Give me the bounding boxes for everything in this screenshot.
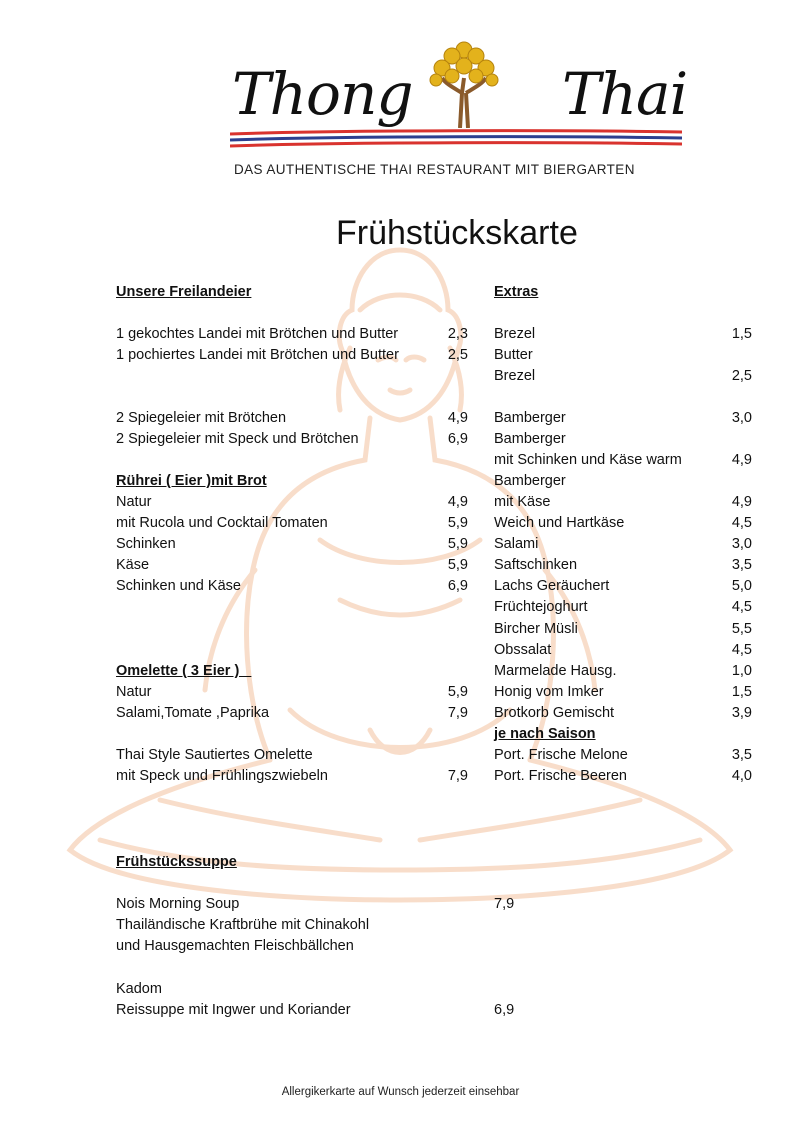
menu-item-desc: Thailändische Kraftbrühe mit Chinakohl	[116, 917, 370, 933]
page-title: Frühstückskarte	[336, 214, 578, 252]
menu-item-name: Natur	[116, 494, 152, 510]
logo-thai: Thai	[562, 60, 688, 128]
menu-item-price: 5,9	[447, 536, 468, 552]
menu-item-name: Bircher Müsli	[494, 621, 578, 637]
scrambled-heading: Rührei ( Eier )mit Brot	[116, 473, 267, 489]
menu-item-price: 3,5	[731, 557, 752, 573]
extras-heading: Extras	[494, 284, 539, 300]
menu-item-name: Saftschinken	[494, 557, 578, 573]
menu-item-price: 1,0	[731, 663, 752, 679]
menu-item-price: 3,0	[731, 536, 752, 552]
menu-item-price: 4,5	[731, 642, 752, 658]
menu-item-name: Nois Morning Soup	[116, 896, 240, 912]
allergy-note: Allergikerkarte auf Wunsch jederzeit einsehbar	[281, 1086, 520, 1098]
menu-item-name: Obssalat	[494, 642, 552, 658]
menu-item-name: mit Rucola und Cocktail Tomaten	[116, 515, 328, 531]
menu-item-name: 2 Spiegeleier mit Speck und Brötchen	[116, 431, 359, 447]
logo-thong: Thong	[232, 60, 413, 128]
menu-item-price: 4,9	[447, 494, 468, 510]
menu-item-price: 3,9	[731, 705, 752, 721]
eggs-heading: Unsere Freilandeier	[116, 284, 252, 300]
menu-item-name: mit Speck und Frühlingszwiebeln	[116, 768, 328, 784]
menu-item-name: Schinken und Käse	[116, 578, 241, 594]
menu-item-price: 7,9	[494, 896, 515, 912]
menu-item-name: Käse	[116, 557, 150, 573]
menu-item-price: 4,5	[731, 599, 752, 615]
menu-item-name: Brezel	[494, 326, 536, 342]
omelette-heading: Omelette ( 3 Eier )	[116, 663, 252, 679]
menu-item-price: 6,9	[494, 1002, 515, 1018]
menu-item-name: Schinken	[116, 536, 176, 552]
menu-item-name: Marmelade Hausg.	[494, 663, 617, 679]
menu-item-name: Brotkorb Gemischt	[494, 705, 615, 721]
menu-item-name: Bamberger	[494, 431, 566, 447]
menu-item-name: Brezel	[494, 368, 536, 384]
menu-item-price: 3,0	[731, 410, 752, 426]
menu-item-name: Thai Style Sautiertes Omelette	[116, 747, 313, 763]
menu-item-price: 4,9	[731, 494, 752, 510]
menu-item-name: Bamberger	[494, 473, 566, 489]
menu-item-name: Früchtejoghurt	[494, 599, 588, 615]
menu-item-desc: Reissuppe mit Ingwer und Koriander	[116, 1002, 351, 1018]
menu-item-price: 5,9	[447, 557, 468, 573]
menu-item-name: mit Schinken und Käse warm	[494, 452, 682, 468]
menu-item-price: 2,5	[447, 347, 468, 363]
menu-item-price: 1,5	[731, 326, 752, 342]
menu-item-name: mit Käse	[494, 494, 551, 510]
menu-item-price: 5,9	[447, 684, 468, 700]
menu-item-name: Natur	[116, 684, 152, 700]
menu-item-name: 1 gekochtes Landei mit Brötchen und Butter	[116, 326, 399, 342]
menu-item-price: 5,5	[731, 621, 752, 637]
menu-item-price: 7,9	[447, 768, 468, 784]
tagline: DAS AUTHENTISCHE THAI RESTAURANT MIT BIERGARTEN	[234, 162, 635, 177]
menu-item-name: Salami,Tomate ,Paprika	[116, 705, 270, 721]
menu-item-name: Honig vom Imker	[494, 684, 604, 700]
menu-item-price: 5,0	[731, 578, 752, 594]
menu-item-desc: und Hausgemachten Fleischbällchen	[116, 938, 354, 954]
menu-item-price: 2,5	[731, 368, 752, 384]
menu-item-name: Kadom	[116, 981, 162, 997]
menu-item-name: Bamberger	[494, 410, 566, 426]
menu-item-name: Weich und Hartkäse	[494, 515, 625, 531]
menu-item-name: 1 pochiertes Landei mit Brötchen und Butter	[116, 347, 399, 363]
tree-logo-icon	[424, 38, 504, 128]
menu-item-price: 7,9	[447, 705, 468, 721]
menu-item-price: 6,9	[447, 431, 468, 447]
menu-item-name: Salami	[494, 536, 539, 552]
season-heading: je nach Saison	[494, 726, 596, 742]
menu-item-price: 4,5	[731, 515, 752, 531]
menu-item-name: Port. Frische Melone	[494, 747, 628, 763]
menu-item-price: 4,0	[731, 768, 752, 784]
menu-item-name: 2 Spiegeleier mit Brötchen	[116, 410, 287, 426]
menu-item-name: Butter	[494, 347, 533, 363]
menu-item-price: 5,9	[447, 515, 468, 531]
menu-item-price: 4,9	[447, 410, 468, 426]
soup-heading: Frühstückssuppe	[116, 854, 237, 870]
menu-item-price: 6,9	[447, 578, 468, 594]
flag-stripes	[230, 128, 682, 152]
menu-item-price: 3,5	[731, 747, 752, 763]
menu-item-price: 4,9	[731, 452, 752, 468]
menu-item-name: Port. Frische Beeren	[494, 768, 627, 784]
menu-item-price: 1,5	[731, 684, 752, 700]
menu-item-price: 2,3	[447, 326, 468, 342]
menu-item-name: Lachs Geräuchert	[494, 578, 610, 594]
